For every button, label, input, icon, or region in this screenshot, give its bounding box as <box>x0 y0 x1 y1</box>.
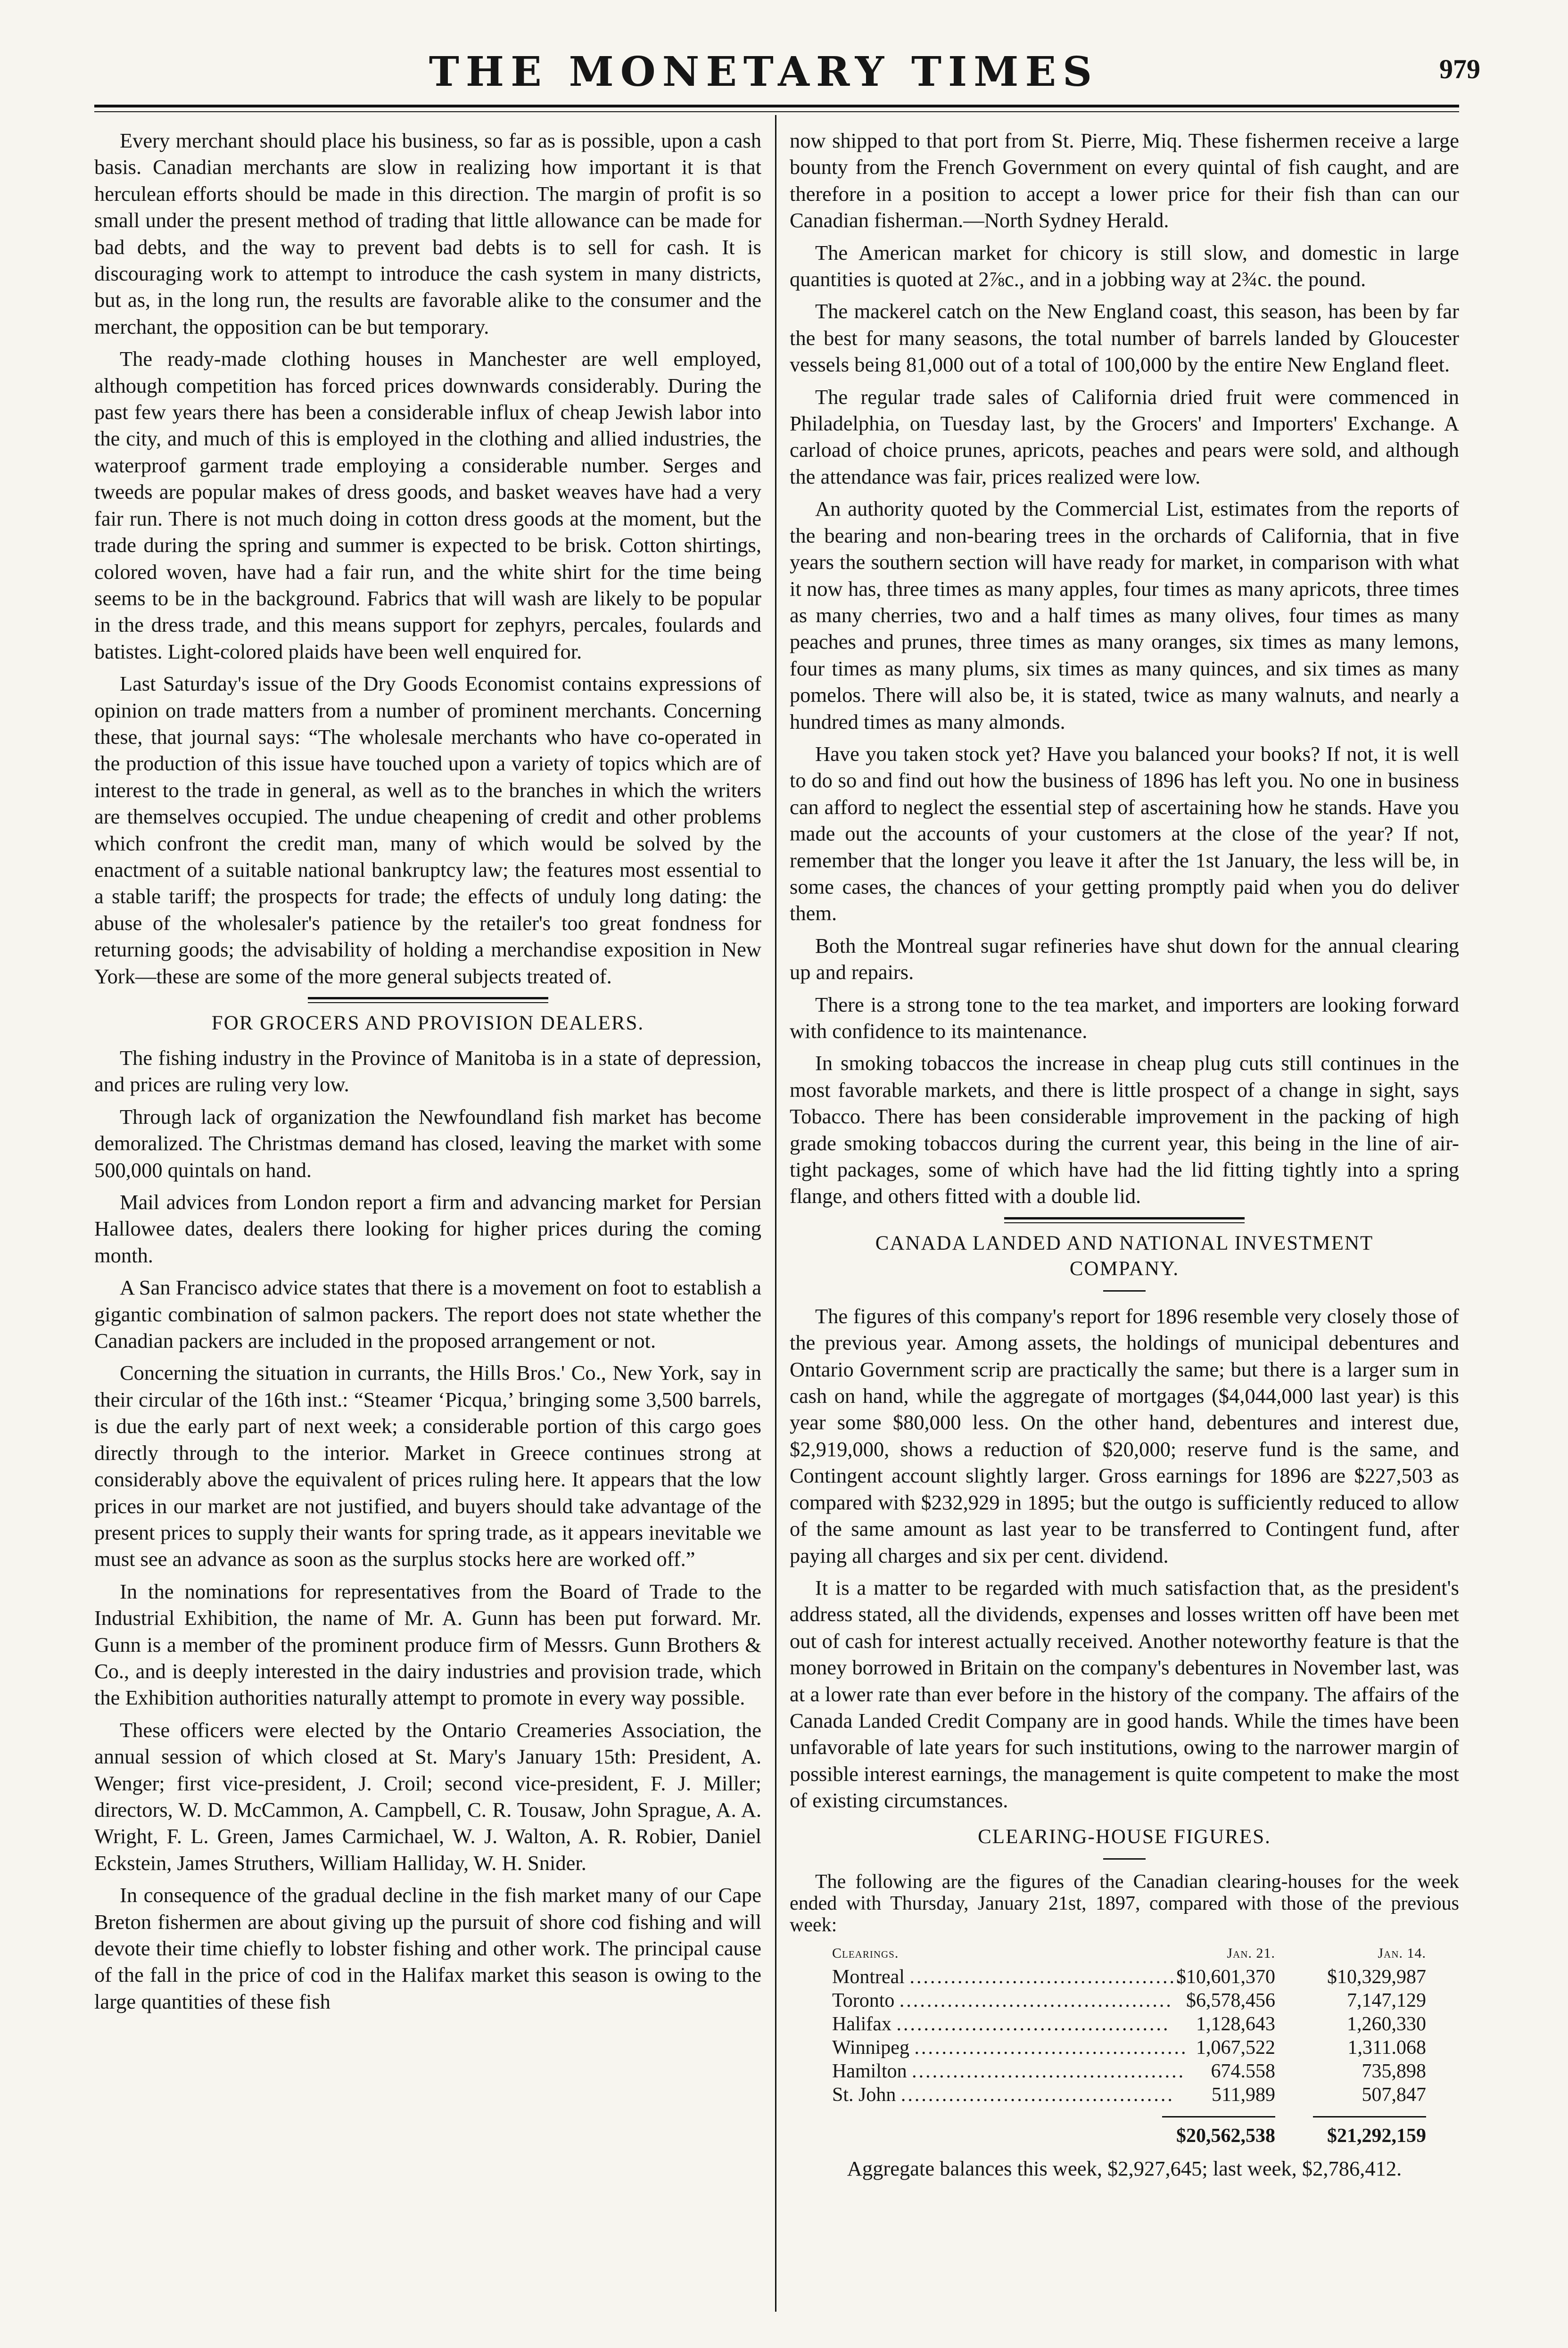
masthead <box>0 0 1568 118</box>
aggregate-balances: Aggregate balances this week, $2,927,645; last week, $2,786,412. <box>847 2156 1402 2180</box>
short-rule <box>1103 1290 1146 1292</box>
section-separator <box>308 997 548 1003</box>
left-column <box>94 127 761 2315</box>
city-name: Winnipeg <box>832 2036 909 2059</box>
column-header-clearings: Clearings. <box>832 1945 899 1961</box>
article-paragraph: Both the Montreal sugar refineries have shut down for the annual clearing up and repairs. <box>790 933 1459 984</box>
total-jan-14: $21,292,159 <box>1327 2125 1426 2147</box>
total-rules-row <box>832 2116 1461 2117</box>
value-jan-21: 674.558 <box>1211 2060 1275 2082</box>
article-paragraph: The fishing industry in the Province of Manitoba is in a state of depression, and prices are ruling very low. <box>94 1046 761 1096</box>
table-row: Hamilton ........................................ 674.558 735,898 <box>832 2060 1426 2082</box>
total-rule <box>1162 2116 1275 2117</box>
article-paragraph: The mackerel catch on the New England coast, this season, has been by far the best for many seasons, the total number of barrels landed by Gloucester vessels being 81,000 out of a total of 100,000 by the entire New England fleet. <box>790 299 1459 377</box>
value-jan-21: 1,067,522 <box>1196 2036 1275 2059</box>
table-row: Winnipeg ........................................ 1,067,522 1,311.068 <box>832 2036 1426 2059</box>
table-row: Montreal ........................................ $10,601,370 $10,329,987 <box>832 1966 1426 1988</box>
table-row: St. John ........................................ 511,989 507,847 <box>832 2084 1426 2106</box>
totals-row <box>832 2124 1461 2148</box>
article-paragraph: These officers were elected by the Ontario Creameries Association, the annual session of which closed at St. Mary's January 15th: President, A. Wenger; first vice-president, J. Croil; second vice-president, F. J. Miller; directors, W. D. McCammon, A. Campbell, C. R. Tousaw, John Sprague, A. A. Wright, F. L. Green, James Carmichael, W. J. Walton, A. R. Robier, Daniel Eckstein, James Struthers, William Halliday, W. H. Snider. <box>94 1718 761 1875</box>
article-paragraph: Mail advices from London report a firm and advancing market for Persian Hallowee dates, dealers there looking for higher prices during the coming month. <box>94 1190 761 1267</box>
column-header-jan-21: Jan. 21. <box>1227 1945 1275 1961</box>
city-name: Montreal <box>832 1966 905 1988</box>
page-number: 979 <box>1439 54 1480 84</box>
column-header-jan-14: Jan. 14. <box>1378 1945 1426 1961</box>
city-name: Hamilton <box>832 2060 907 2082</box>
city-name: Toronto <box>832 1989 895 2011</box>
article-paragraph: In smoking tobaccos the increase in cheap plug cuts still continues in the most favorable markets, and there is little prospect of a change in sight, says Tobacco. There has been considerable improvement in the packing of high grade smoking tobaccos during the current year, this being in the line of air-tight packages, some of which have had the lid fitting tightly into a spring flange, and others fitted with a double lid. <box>790 1051 1459 1208</box>
article-paragraph: In the nominations for representatives from the Board of Trade to the Industrial Exhibition, the name of Mr. A. Gunn has been put forward. Mr. Gunn is a member of the prominent produce firm of Messrs. Gunn Brothers & Co., and is deeply interested in the dairy industries and provision trade, which the Exhibition authorities naturally attempt to promote in every way possible. <box>94 1579 761 1710</box>
article-paragraph: Every merchant should place his business, so far as is possible, upon a cash basis. Canadian merchants are slow in realizing how important it is that herculean efforts should be made in this direction. The margin of profit is so small under the present method of trading that little allowance can be made for bad debts, and the way to prevent bad debts is to sell for cash. It is discouraging work to attempt to introduce the cash system in many districts, but as, in the long run, the results are favorable alike to the consumer and the merchant, the opposition can be but temporary. <box>94 129 761 338</box>
city-name: Halifax <box>832 2013 891 2035</box>
value-jan-21: 511,989 <box>1212 2084 1275 2106</box>
value-jan-21: $10,601,370 <box>1176 1966 1275 1988</box>
table-row: Halifax ........................................ 1,128,643 1,260,330 <box>832 2013 1426 2035</box>
heading-line: COMPANY. <box>1069 1257 1180 1280</box>
table-row: Toronto ........................................ $6,578,456 7,147,129 <box>832 1989 1426 2011</box>
table-header-row <box>832 1942 1461 1965</box>
heading-line: CANADA LANDED AND NATIONAL INVESTMENT <box>875 1232 1374 1254</box>
article-paragraph: The American market for chicory is still slow, and domestic in large quantities is quoted at 2⅞c., and in a jobbing way at 2¾c. the pound. <box>790 240 1459 291</box>
article-paragraph: The figures of this company's report for 1896 resemble very closely those of the previous year. Among assets, the holdings of municipal debentures and Ontario Government scrip are practically the same; but there is a larger sum in cash on hand, while the aggregate of mortgages ($4,044,000 last year) is this year some $80,000 less. On the other hand, debentures and interest due, $2,919,000, shows a reduction of $20,000; reserve fund is the same, and Contingent account slightly larger. Gross earnings for 1896 are $227,503 as compared with $232,929 in 1895; but the outgo is sufficiently reduced to allow of the same amount as last year to be transferred to Contingent fund, after paying all charges and six per cent. dividend. <box>790 1304 1459 1567</box>
article-paragraph: The ready-made clothing houses in Manchester are well employed, although competition has forced prices downwards considerably. During the past few years there has been a considerable influx of cheap Jewish labor into the city, and much of this is employed in the clothing and allied industries, the waterproof garment trade employing a considerable number. Serges and tweeds are popular makes of dress goods, and basket weaves have had a very fair run. There is not much doing in cotton dress goods at the moment, but the trade during the spring and summer is expected to be brisk. Cotton shirtings, colored woven, have had a fair run, and the white shirt for the time being seems to be in the background. Fabrics that will wash are likely to be popular in the dress trade, and this means support for zephyrs, percales, foulards and batistes. Light-colored plaids have been well enquired for. <box>94 347 761 663</box>
total-jan-21: $20,562,538 <box>1176 2125 1275 2147</box>
short-rule <box>1103 1858 1146 1860</box>
article-paragraph: It is a matter to be regarded with much satisfaction that, as the president's address stated, all the dividends, expenses and losses written off have been met out of cash for interest actually received. Another noteworthy feature is that the money borrowed in Britain on the company's debentures in November last, was at a lower rate than ever before in the history of the company. The affairs of the Canada Landed Credit Company are in good hands. While the times have been unfavorable of late years for such institutions, owing to the narrower margin of possible interest earnings, the management is quite competent to make the most of existing circumstances. <box>790 1575 1459 1812</box>
right-column <box>790 127 1459 2315</box>
value-jan-14: 735,898 <box>1362 2060 1426 2082</box>
section-heading-canada-landed <box>790 1231 1459 1282</box>
clearing-intro: The following are the figures of the Canadian clearing-houses for the week ended with Thursday, January 21st, 1897, compared with those of the previous week: <box>790 1870 1459 1936</box>
clearing-house-table <box>832 1942 1461 2148</box>
value-jan-21: $6,578,456 <box>1186 1989 1275 2011</box>
section-separator <box>1004 1217 1245 1223</box>
section-heading-clearing-house: CLEARING-HOUSE FIGURES. <box>978 1825 1271 1848</box>
masthead-rule-thin <box>94 111 1459 112</box>
article-paragraph: A San Francisco advice states that there is a movement on foot to establish a gigantic combination of salmon packers. The report does not state whether the Canadian packers are included in the proposed arrangement or not. <box>94 1276 761 1353</box>
article-paragraph: Through lack of organization the Newfoundland fish market has become demoralized. The Christmas demand has closed, leaving the market with some 500,000 quintals on hand. <box>94 1104 761 1182</box>
value-jan-14: 1,311.068 <box>1347 2036 1426 2059</box>
article-paragraph: In consequence of the gradual decline in the fish market many of our Cape Breton fishermen are about giving up the pursuit of shore cod fishing and will devote their time chiefly to lobster fishing and other work. The principal cause of the fall in the price of cod in the Halifax market this season is owing to the large quantities of these fish <box>94 1883 761 2013</box>
masthead-rule-thick <box>94 105 1459 107</box>
article-paragraph: Concerning the situation in currants, the Hills Bros.' Co., New York, say in their circular of the 16th inst.: “Steamer ‘Picqua,’ bringing some 3,500 barrels, is due the early part of next week; a considerable portion of this cargo goes directly through to the interior. Market in Greece continues strong at considerably above the equivalent of prices ruling here. It appears that the low prices in our market are not justified, and buyers should take advantage of the present prices to supply their wants for spring trade, as it appears inevitable we must see an advance as soon as the surplus stocks here are worked off.” <box>94 1361 761 1571</box>
article-paragraph: The regular trade sales of California dried fruit were commenced in Philadelphia, on Tuesday last, by the Grocers' and Importers' Exchange. A carload of choice prunes, apricots, peaches and pears were sold, and although the attendance was fair, prices realized were low. <box>790 385 1459 488</box>
city-name: St. John <box>832 2084 896 2106</box>
column-divider <box>775 115 776 2312</box>
total-rule <box>1313 2116 1426 2117</box>
value-jan-14: 507,847 <box>1362 2084 1426 2106</box>
article-paragraph: Last Saturday's issue of the Dry Goods Economist contains expressions of opinion on trade matters from a number of prominent merchants. Concerning these, that journal says: “The wholesale merchants who have co-operated in the production of this issue have touched upon a variety of topics which are of interest to the trade in general, as well as to the branches in which the writers are themselves occupied. The undue cheapening of credit and other problems which confront the credit man, many of which would be solved by the enactment of a suitable national bankruptcy law; the features most essential to a stable tariff; the prospects for trade; the effects of unduly long dating: the abuse of the wholesaler's patience by the retailer's too great fondness for returning goods; the advisability of holding a merchandise exposition in New York—these are some of the more general subjects treated of. <box>94 672 761 988</box>
publication-title: THE MONETARY TIMES <box>429 48 1099 96</box>
value-jan-14: 1,260,330 <box>1347 2013 1426 2035</box>
value-jan-14: 7,147,129 <box>1347 1989 1426 2011</box>
article-paragraph: Have you taken stock yet? Have you balanced your books? If not, it is well to do so and find out how the business of 1896 has left you. No one in business can afford to neglect the essential step of ascertaining how he stands. Have you made out the accounts of your customers at the close of the year? If not, remember that the longer you leave it after the 1st January, the less will be, in some cases, the chances of your getting promptly paid when you do deliver them. <box>790 741 1459 925</box>
section-heading-grocers: FOR GROCERS AND PROVISION DEALERS. <box>211 1012 644 1034</box>
article-paragraph: now shipped to that port from St. Pierre, Miq. These fishermen receive a large bounty from the French Government on every quintal of fish caught, and are therefore in a position to accept a lower price for their fish than can our Canadian fisherman.—North Sydney Herald. <box>790 129 1459 232</box>
value-jan-14: $10,329,987 <box>1327 1966 1426 1988</box>
article-paragraph: There is a strong tone to the tea market, and importers are looking forward with confidence to its maintenance. <box>790 992 1459 1043</box>
article-paragraph: An authority quoted by the Commercial List, estimates from the reports of the bearing and non-bearing trees in the orchards of California, that in five years the southern section will have ready for market, in comparison with what it now has, three times as many apples, four times as many apricots, three times as many cherries, two and a half times as many olives, four times as many peaches and prunes, three times as many oranges, six times as many lemons, four times as many plums, six times as many quinces, and six times as many pomelos. There will also be, it is stated, twice as many walnuts, and nearly a hundred times as many almonds. <box>790 497 1459 733</box>
value-jan-21: 1,128,643 <box>1196 2013 1275 2035</box>
